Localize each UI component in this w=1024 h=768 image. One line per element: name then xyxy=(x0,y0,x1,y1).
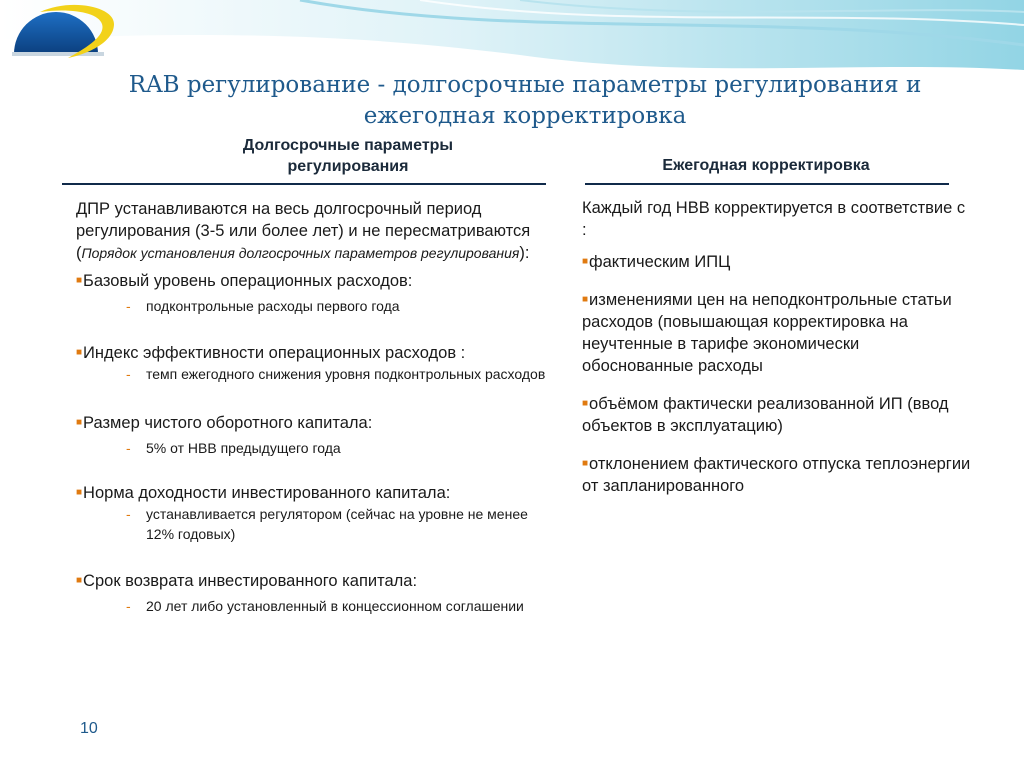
dash-bullet-icon: - xyxy=(126,440,131,456)
sub-item: - подконтрольные расходы первого года xyxy=(126,298,400,314)
slide-title: RAB регулирование - долгосрочные параметры регулирования и ежегодная корректировка xyxy=(128,72,922,129)
list-item: ■Норма доходности инвестированного капитала: xyxy=(76,484,451,502)
left-column xyxy=(76,198,556,616)
right-column-heading: Ежегодная корректировка xyxy=(662,157,870,174)
right-intro: Каждый год НВВ корректируется в соответствие с : xyxy=(582,199,966,239)
list-item: ■Базовый уровень операционных расходов: xyxy=(76,272,413,290)
left-intro: ДПР устанавливаются на весь долгосрочный период регулирования (3-5 или более лет) и не пересматриваются (Порядок установления долгосрочных параметров регулирования): xyxy=(76,200,531,262)
bullet-square-icon: ■ xyxy=(582,256,589,267)
dash-bullet-icon: - xyxy=(126,506,131,522)
page-number: 10 xyxy=(80,720,98,737)
list-item: ■Индекс эффективности операционных расходов : xyxy=(76,344,466,362)
bullet-square-icon: ■ xyxy=(76,417,83,428)
bullet-square-icon: ■ xyxy=(76,487,83,498)
dash-bullet-icon: - xyxy=(126,298,131,314)
list-item: ■фактическим ИПЦ xyxy=(582,253,731,271)
sub-item: - 5% от НВВ предыдущего года xyxy=(126,440,341,456)
globe-logo-icon xyxy=(10,2,120,64)
sub-item: - устанавливается регулятором (сейчас на уровне не менее 12% годовых) xyxy=(126,506,528,542)
list-item: ■отклонением фактического отпуска теплоэнергии от запланированного xyxy=(582,455,971,495)
bullet-square-icon: ■ xyxy=(582,294,589,305)
right-column xyxy=(582,197,972,497)
list-item: ■изменениями цен на неподконтрольные статьи расходов (повышающая корректировка на неучтенные в тарифе экономически обоснованные расходы xyxy=(582,291,952,375)
dash-bullet-icon: - xyxy=(126,366,131,382)
sub-item: - 20 лет либо установленный в концессионном соглашении xyxy=(126,598,524,614)
left-column-heading: Долгосрочные параметры регулирования xyxy=(242,137,454,175)
bullet-square-icon: ■ xyxy=(76,575,83,586)
bullet-square-icon: ■ xyxy=(76,347,83,358)
sub-item: - темп ежегодного снижения уровня подконтрольных расходов xyxy=(126,366,546,382)
right-heading-divider xyxy=(585,183,949,185)
left-heading-divider xyxy=(62,183,546,185)
list-item: ■Размер чистого оборотного капитала: xyxy=(76,414,373,432)
bullet-square-icon: ■ xyxy=(582,398,589,409)
list-item: ■Срок возврата инвестированного капитала: xyxy=(76,572,418,590)
list-item: ■объёмом фактически реализованной ИП (ввод объектов в эксплуатацию) xyxy=(582,395,949,435)
dash-bullet-icon: - xyxy=(126,598,131,614)
bullet-square-icon: ■ xyxy=(76,275,83,286)
bullet-square-icon: ■ xyxy=(582,458,589,469)
